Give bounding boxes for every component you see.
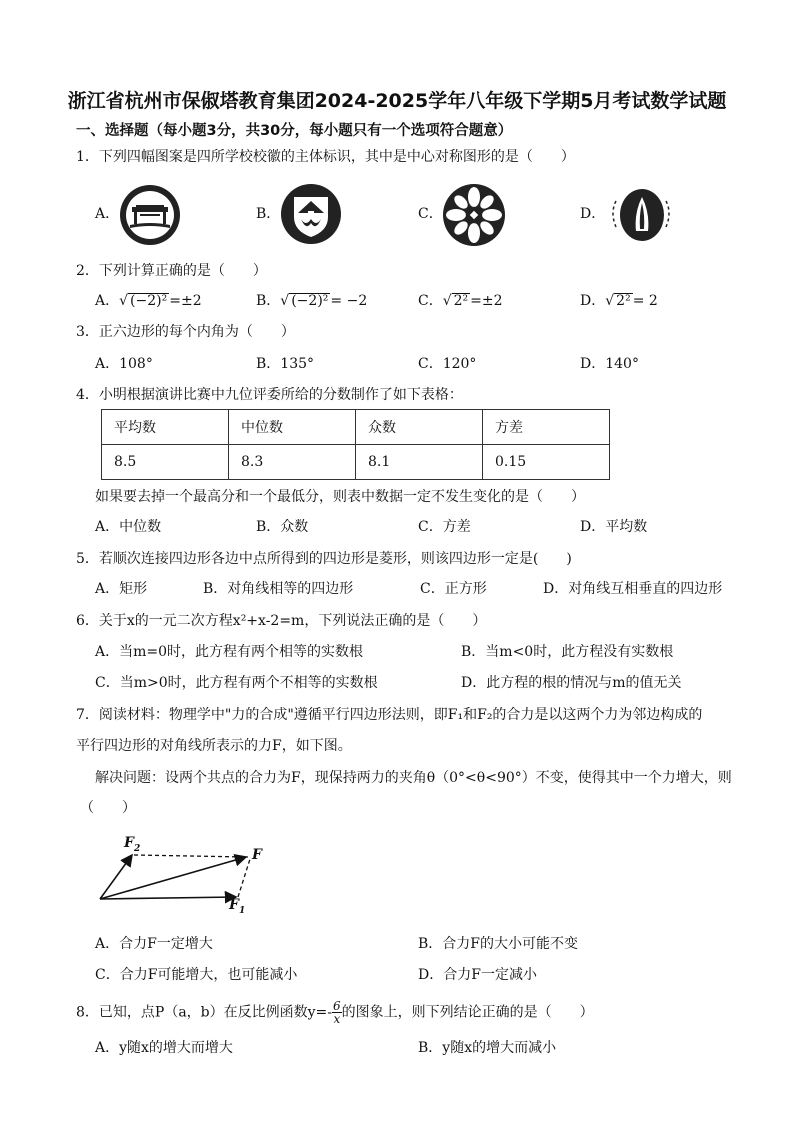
label-f2-sub: 2 [133, 843, 141, 854]
force-parallelogram-diagram [94, 835, 284, 924]
q8-option-b: B．y随x的增大而减小 [418, 1040, 557, 1056]
q2-option-d-label: D． [580, 293, 606, 309]
exam-title: 浙江省杭州市保俶塔教育集团2024-2025学年八年级下学期5月考试数学试题 [67, 90, 727, 112]
q1-option-a-label: A． [95, 206, 120, 222]
radical-sign: √ [119, 293, 129, 309]
q1-option-d-label: D． [580, 206, 606, 222]
q7-option-b: B．合力F的大小可能不变 [418, 936, 579, 952]
question-5-stem: 5．若顺次连接四边形各边中点所得到的四边形是菱形，则该四边形一定是( ) [76, 551, 572, 567]
q7-option-a: A．合力F一定增大 [95, 936, 213, 952]
flower-emblem-icon [442, 183, 506, 251]
fraction-denominator: x [333, 1012, 341, 1026]
q2-option-b-rest: = −2 [330, 293, 368, 309]
table-header-cell: 方差 [483, 410, 610, 445]
q5-option-b: B．对角线相等的四边形 [203, 581, 354, 597]
q2-option-a-rest: =±2 [169, 293, 202, 309]
question-4-stem: 4．小明根据演讲比赛中九位评委所给的分数制作了如下表格： [76, 387, 463, 403]
q2-option-d [580, 290, 658, 310]
q2-option-b [256, 290, 367, 310]
q4-option-c: C．方差 [418, 519, 471, 535]
question-2-stem: 2．下列计算正确的是（ ） [76, 263, 267, 279]
statistics-table [101, 409, 610, 480]
table-cell: 8.5 [102, 445, 229, 480]
q3-option-b: B．135° [256, 356, 315, 372]
radical-sign: √ [280, 293, 290, 309]
q2-option-c-rest: =±2 [470, 293, 503, 309]
gate-emblem-icon [118, 183, 182, 251]
question-7-stem-line-3: 解决问题：设两个共点的合力为F，现保持两力的夹角θ（0°<θ<90°）不变，使得其中一个力增大，则 [95, 770, 732, 786]
radical-sign: √ [605, 293, 615, 309]
label-f2-letter: F [124, 835, 134, 851]
q1-option-b-label: B． [256, 206, 281, 222]
q3-option-d: D．140° [580, 356, 639, 372]
q6-option-d: D．此方程的根的情况与m的值无关 [461, 675, 682, 691]
q4-option-b: B．众数 [256, 519, 309, 535]
radicand: 2² [616, 293, 631, 309]
q5-option-d: D．对角线互相垂直的四边形 [543, 581, 723, 597]
table-header-cell: 中位数 [229, 410, 356, 445]
radicand: (−2)² [130, 293, 168, 309]
question-3-stem: 3．正六边形的每个内角为（ ） [76, 324, 295, 340]
table-header-cell: 平均数 [102, 410, 229, 445]
q6-option-b: B．当m<0时，此方程没有实数根 [461, 644, 674, 660]
label-f: F [252, 847, 262, 863]
q4-option-a: A．中位数 [95, 519, 162, 535]
radicand: (−2)² [291, 293, 329, 309]
q7-option-c: C．合力F可能增大，也可能减小 [95, 967, 298, 983]
q4-option-d: D．平均数 [580, 519, 648, 535]
q2-option-a-label: A． [95, 293, 120, 309]
q3-option-c: C．120° [418, 356, 477, 372]
question-7-stem-line-1: 7．阅读材料：物理学中"力的合成"遵循平行四边形法则，即F₁和F₂的合力是以这两个力为邻边构成的 [76, 707, 703, 723]
q2-option-c [418, 290, 503, 310]
question-4-prompt: 如果要去掉一个最高分和一个最低分，则表中数据一定不发生变化的是（ ） [95, 489, 585, 505]
table-cell: 8.1 [356, 445, 483, 480]
radical-sign: √ [442, 293, 452, 309]
label-f2 [124, 835, 140, 854]
question-6-stem: 6．关于x的一元二次方程x²+x-2=m，下列说法正确的是（ ） [76, 613, 487, 629]
q2-option-d-rest: = 2 [632, 293, 658, 309]
q3-option-a: A．108° [95, 356, 153, 372]
vase-emblem-icon [606, 183, 676, 247]
q7-option-d: D．合力F一定减小 [418, 967, 537, 983]
section-heading: 一、选择题（每小题3分，共30分，每小题只有一个选项符合题意） [76, 123, 513, 139]
label-f1 [229, 897, 245, 916]
q1-option-c-label: C． [418, 206, 443, 222]
shield-emblem-icon [280, 183, 342, 249]
question-8-stem [76, 1000, 594, 1025]
table-row [102, 410, 610, 445]
q2-option-c-label: C． [418, 293, 443, 309]
q6-option-c: C．当m>0时，此方程有两个不相等的实数根 [95, 675, 378, 691]
table-row [102, 445, 610, 480]
question-7-stem-line-4: （ ） [80, 800, 136, 816]
table-header-cell: 众数 [356, 410, 483, 445]
q5-option-c: C．正方形 [420, 581, 487, 597]
fraction [332, 1000, 342, 1025]
q2-option-b-label: B． [256, 293, 281, 309]
question-8-stem-pre: 8．已知，点P（a，b）在反比例函数y=- [76, 1004, 333, 1021]
label-f1-letter: F [229, 897, 239, 913]
q5-option-a: A．矩形 [95, 581, 148, 597]
question-1-stem: 1．下列四幅图案是四所学校校徽的主体标识，其中是中心对称图形的是（ ） [76, 149, 575, 165]
radicand: 2² [453, 293, 469, 309]
question-8-stem-post: 的图象上，则下列结论正确的是（ ） [341, 1004, 594, 1021]
table-cell: 0.15 [483, 445, 610, 480]
q2-option-a [95, 290, 202, 310]
label-f1-sub: 1 [238, 905, 246, 916]
table-cell: 8.3 [229, 445, 356, 480]
q6-option-a: A．当m=0时，此方程有两个相等的实数根 [95, 644, 364, 660]
fraction-numerator: 6 [333, 999, 341, 1013]
question-7-stem-line-2: 平行四边形的对角线所表示的力F，如下图。 [76, 738, 352, 754]
q8-option-a: A．y随x的增大而增大 [95, 1040, 233, 1056]
